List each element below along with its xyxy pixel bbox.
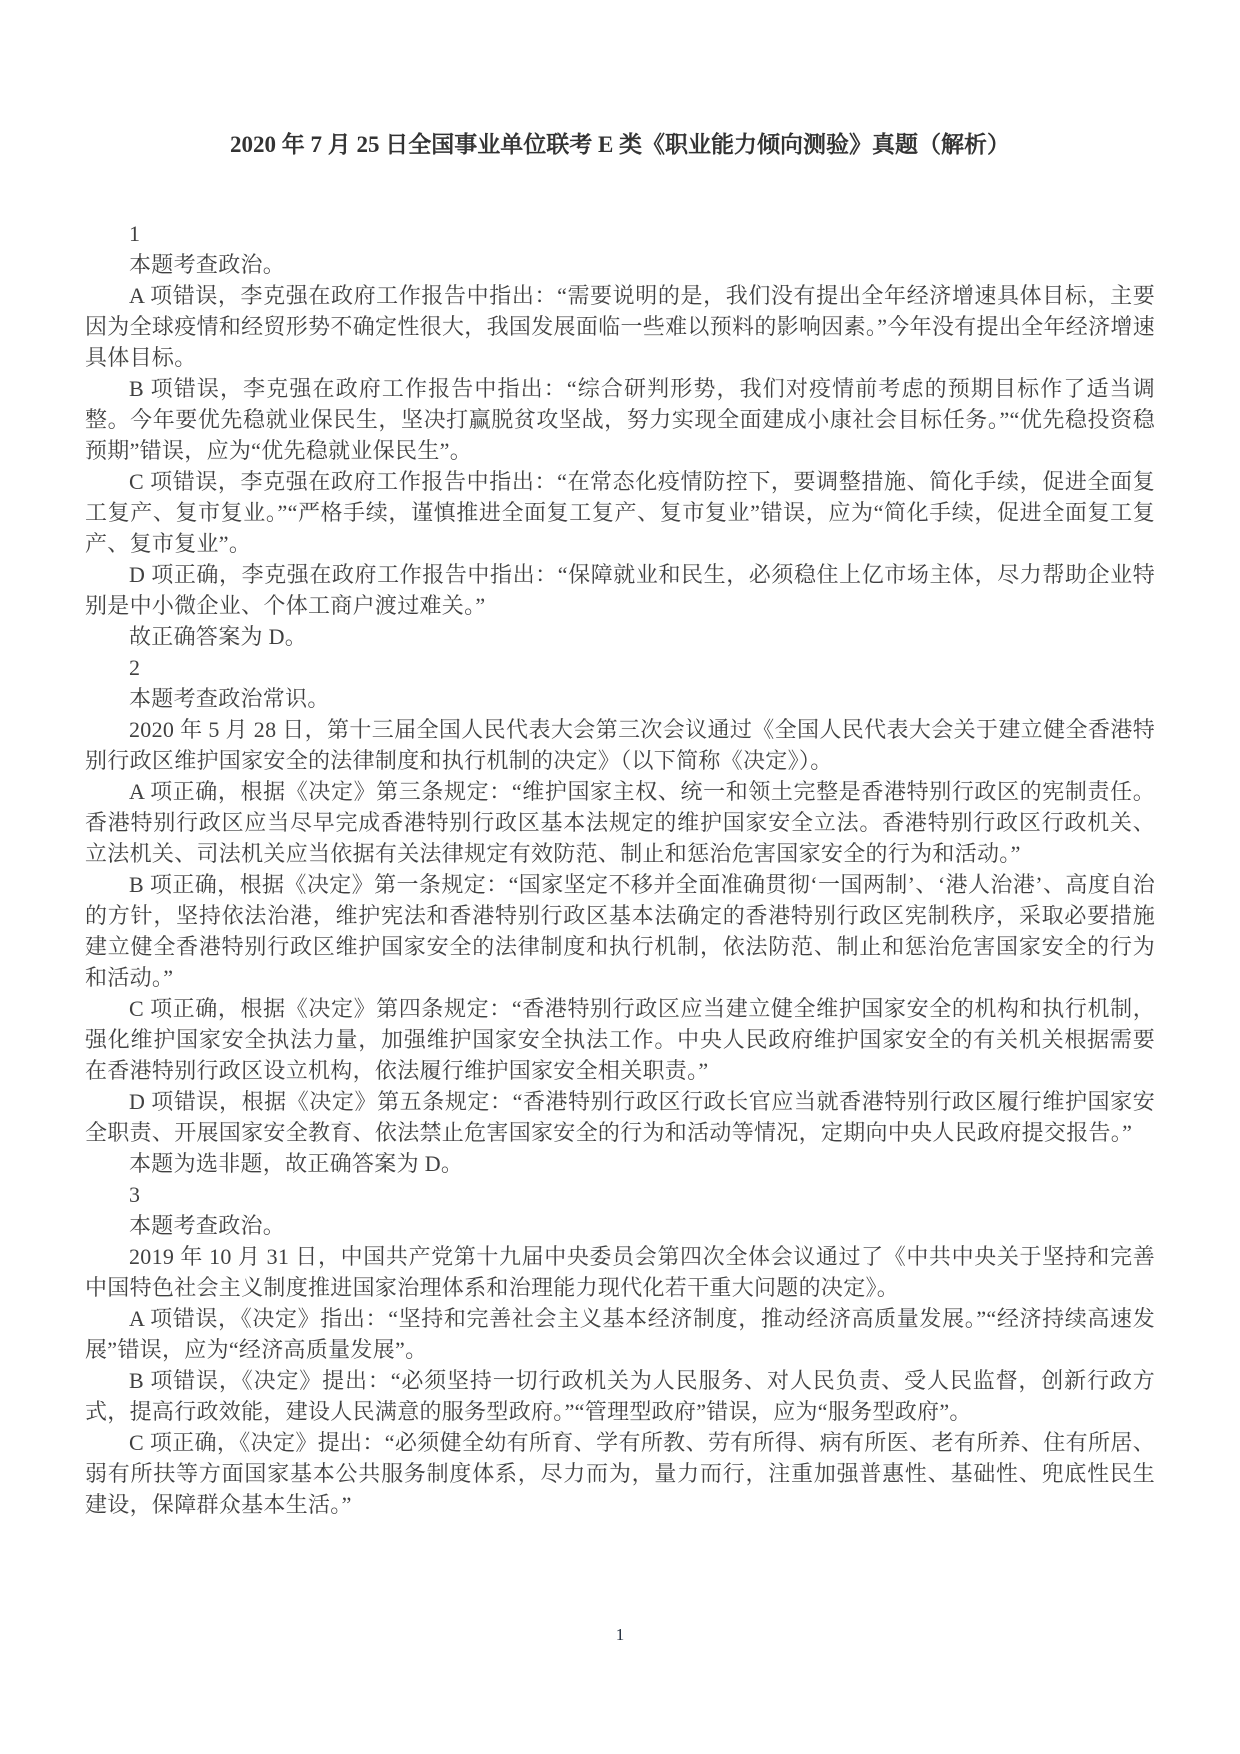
document-body <box>85 218 1155 1520</box>
document-title: 2020 年 7 月 25 日全国事业单位联考 E 类《职业能力倾向测验》真题（解析） <box>229 132 1011 157</box>
q2-topic-line: 本题考查政治常识。 <box>129 686 330 711</box>
q1-option-d-analysis: D 项正确，李克强在政府工作报告中指出：“保障就业和民生，必须稳住上亿市场主体，尽力帮助企业特别是中小微企业、个体工商户渡过难关。” <box>85 562 1155 618</box>
q3-option-b-analysis: B 项错误，《决定》提出：“必须坚持一切行政机关为人民服务、对人民负责、受人民监督，创新行政方式，提高行政效能，建设人民满意的服务型政府。”“管理型政府”错误，应为“服务型政府”。 <box>85 1368 1155 1424</box>
q2-option-d-analysis: D 项错误，根据《决定》第五条规定：“香港特别行政区行政长官应当就香港特别行政区履行维护国家安全职责、开展国家安全教育、依法禁止危害国家安全的行为和活动等情况，定期向中央人民政府提交报告。” <box>85 1089 1155 1145</box>
q2-option-c-analysis: C 项正确，根据《决定》第四条规定：“香港特别行政区应当建立健全维护国家安全的机构和执行机制，强化维护国家安全执法力量，加强维护国家安全执法工作。中央人民政府维护国家安全的有关机关根据需要在香港特别行政区设立机构，依法履行维护国家安全相关职责。” <box>85 996 1155 1083</box>
q2-background: 2020 年 5 月 28 日，第十三届全国人民代表大会第三次会议通过《全国人民代表大会关于建立健全香港特别行政区维护国家安全的法律制度和执行机制的决定》（以下简称《决定》）。 <box>85 717 1155 773</box>
question-3-number: 3 <box>129 1182 141 1207</box>
q3-background: 2019 年 10 月 31 日，中国共产党第十九届中央委员会第四次全体会议通过了《中共中央关于坚持和完善中国特色社会主义制度推进国家治理体系和治理能力现代化若干重大问题的决定》。 <box>85 1244 1155 1300</box>
q1-option-c-analysis: C 项错误，李克强在政府工作报告中指出：“在常态化疫情防控下，要调整措施、简化手续，促进全面复工复产、复市复业。”“严格手续，谨慎推进全面复工复产、复市复业”错误，应为“简化手续，促进全面复工复产、复市复业”。 <box>85 469 1155 556</box>
q1-option-a-analysis: A 项错误，李克强在政府工作报告中指出：“需要说明的是，我们没有提出全年经济增速具体目标，主要因为全球疫情和经贸形势不确定性很大，我国发展面临一些难以预料的影响因素。”今年没有提出全年经济增速具体目标。 <box>85 283 1155 370</box>
page-number: 1 <box>615 1625 625 1644</box>
q1-answer-line: 故正确答案为 D。 <box>129 624 308 649</box>
question-2-number: 2 <box>129 655 141 680</box>
q3-option-a-analysis: A 项错误，《决定》指出：“坚持和完善社会主义基本经济制度，推动经济高质量发展。”“经济持续高速发展”错误，应为“经济高质量发展”。 <box>85 1306 1155 1362</box>
q3-topic-line: 本题考查政治。 <box>129 1213 286 1238</box>
q2-answer-line: 本题为选非题，故正确答案为 D。 <box>129 1151 464 1176</box>
q1-topic-line: 本题考查政治。 <box>129 252 286 277</box>
q2-option-a-analysis: A 项正确，根据《决定》第三条规定：“维护国家主权、统一和领土完整是香港特别行政区的宪制责任。香港特别行政区应当尽早完成香港特别行政区基本法规定的维护国家安全立法。香港特别行政区行政机关、立法机关、司法机关应当依据有关法律规定有效防范、制止和惩治危害国家安全的行为和活动。” <box>85 779 1155 866</box>
q2-option-b-analysis: B 项正确，根据《决定》第一条规定：“国家坚定不移并全面准确贯彻‘一国两制’、‘港人治港’、高度自治的方针，坚持依法治港，维护宪法和香港特别行政区基本法确定的香港特别行政区宪制秩序，采取必要措施建立健全香港特别行政区维护国家安全的法律制度和执行机制，依法防范、制止和惩治危害国家安全的行为和活动。” <box>85 872 1155 990</box>
q1-option-b-analysis: B 项错误，李克强在政府工作报告中指出：“综合研判形势，我们对疫情前考虑的预期目标作了适当调整。今年要优先稳就业保民生，坚决打赢脱贫攻坚战，努力实现全面建成小康社会目标任务。”“优先稳投资稳预期”错误，应为“优先稳就业保民生”。 <box>85 376 1155 463</box>
question-1-number: 1 <box>129 221 141 246</box>
q3-option-c-analysis: C 项正确，《决定》提出：“必须健全幼有所育、学有所教、劳有所得、病有所医、老有所养、住有所居、弱有所扶等方面国家基本公共服务制度体系，尽力而为，量力而行，注重加强普惠性、基础性、兜底性民生建设，保障群众基本生活。” <box>85 1430 1155 1517</box>
